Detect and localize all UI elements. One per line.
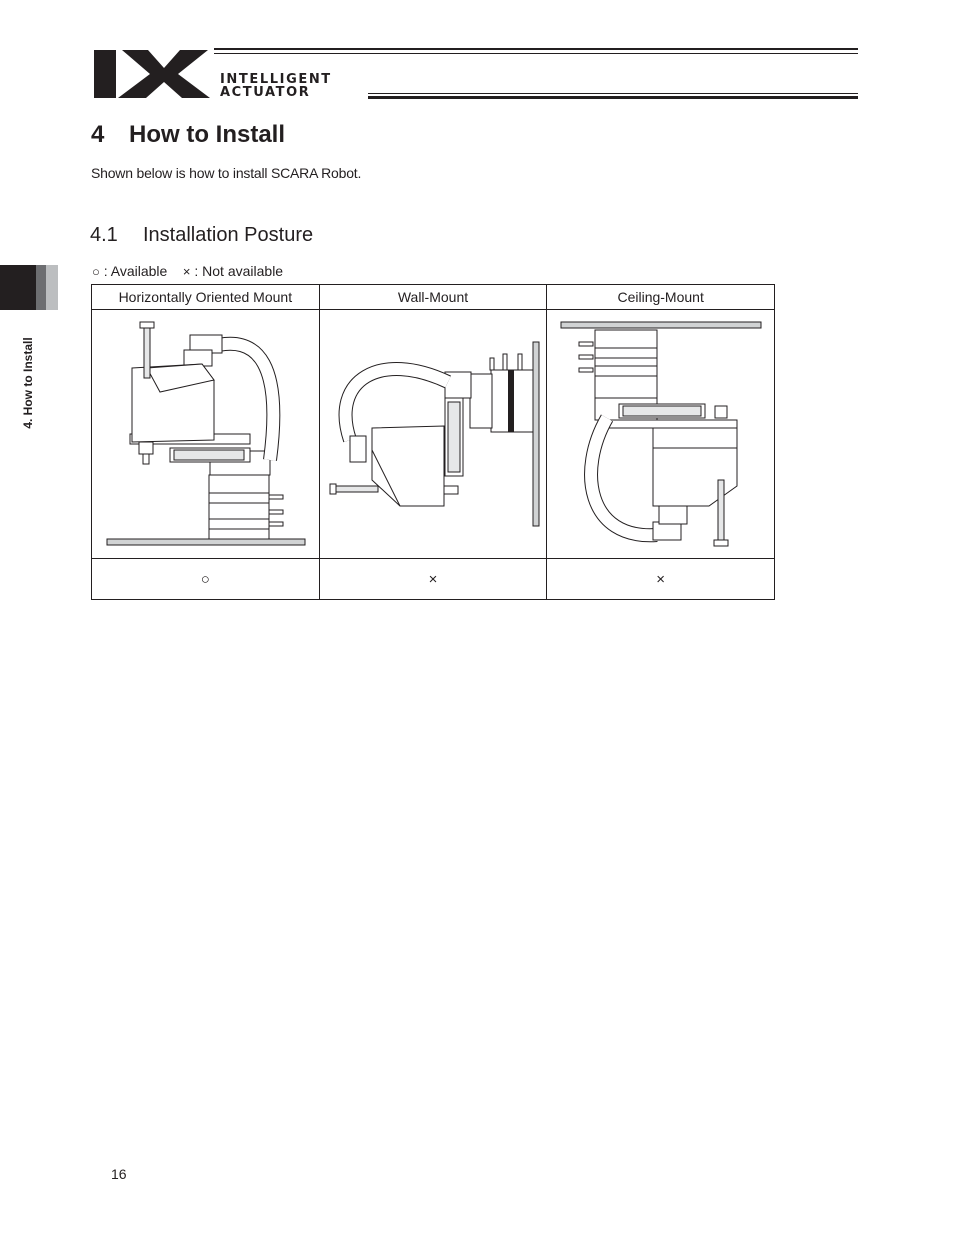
header-rule-top-thin — [214, 53, 858, 54]
chapter-number: 4 — [91, 121, 105, 148]
side-tab-light — [46, 265, 58, 310]
availability-ceiling: × — [547, 559, 775, 600]
availability-wall: × — [319, 559, 547, 600]
wall-mount-robot-drawing — [320, 310, 547, 558]
chapter-title — [91, 120, 285, 150]
header-rule-bottom — [368, 96, 858, 99]
legend — [92, 263, 283, 279]
not-available-label: : Not available — [194, 263, 284, 279]
page-header — [92, 46, 858, 102]
column-header-ceiling: Ceiling-Mount — [547, 285, 775, 310]
column-header-wall: Wall-Mount — [319, 285, 547, 310]
ceiling-mount-robot-drawing — [547, 310, 774, 558]
table-header-row — [92, 285, 775, 310]
chapter-title-text: How to Install — [129, 121, 285, 148]
ix-logo — [92, 46, 212, 102]
side-tab-mid — [36, 265, 46, 310]
available-label: : Available — [103, 263, 168, 279]
section-title — [90, 222, 313, 248]
available-symbol: ○ — [92, 264, 100, 279]
table-availability-row — [92, 559, 775, 600]
figure-cell-ceiling — [547, 310, 775, 559]
brand-intelligent: INTELLIGENT — [220, 72, 332, 87]
page-number: 16 — [111, 1166, 127, 1182]
figure-cell-wall — [319, 310, 547, 559]
table-figure-row — [92, 310, 775, 559]
horizontal-mount-robot-drawing — [92, 310, 319, 558]
brand-actuator: ACTUATOR — [220, 85, 311, 100]
availability-horizontal: ○ — [92, 559, 320, 600]
intro-text: Shown below is how to install SCARA Robot. — [91, 165, 362, 181]
not-available-symbol: × — [182, 264, 191, 279]
header-rule-top — [214, 48, 858, 50]
header-rule-bottom-thin — [368, 93, 858, 94]
side-tab-dark — [0, 265, 36, 310]
side-tab-label: 4. How to Install — [21, 337, 35, 429]
section-number: 4.1 — [90, 224, 118, 246]
column-header-horizontal: Horizontally Oriented Mount — [92, 285, 320, 310]
installation-posture-table — [91, 284, 775, 600]
section-title-text: Installation Posture — [143, 224, 314, 246]
chapter-side-tab — [0, 265, 58, 310]
figure-cell-horizontal — [92, 310, 320, 559]
